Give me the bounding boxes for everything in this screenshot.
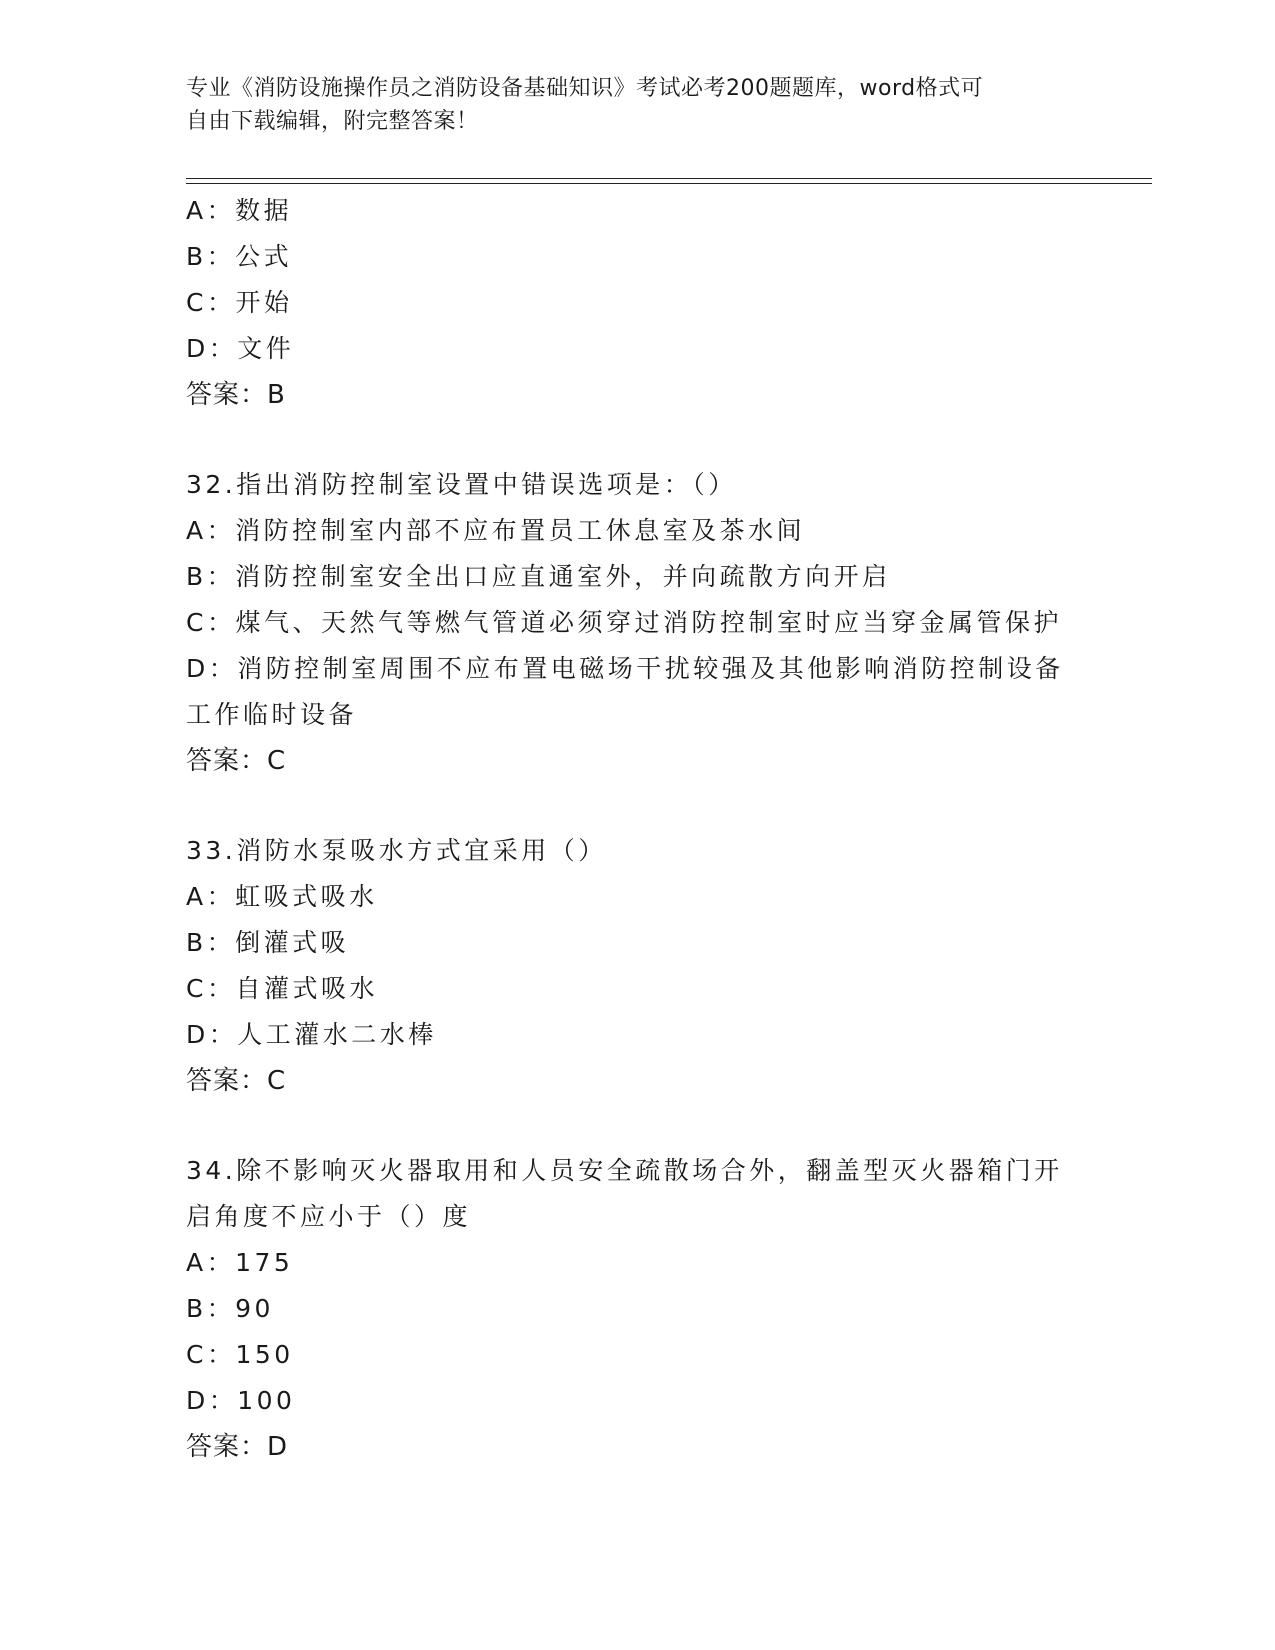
previous-question-block <box>186 188 1086 418</box>
question-34 <box>186 1148 1086 1470</box>
answer: 答案：C <box>186 1066 287 1096</box>
answer: 答案：D <box>186 1432 289 1462</box>
header-divider-top <box>186 178 1152 179</box>
option-a: A：消防控制室内部不应布置员工休息室及茶水间 <box>186 516 806 545</box>
option-b: B：90 <box>186 1294 274 1323</box>
question-stem: 32.指出消防控制室设置中错误选项是：（） <box>186 470 737 499</box>
spacer <box>186 784 1086 828</box>
option-c: C：开始 <box>186 288 293 317</box>
option-b: B：倒灌式吸 <box>186 928 350 957</box>
option-b: B：公式 <box>186 242 293 271</box>
question-32 <box>186 462 1086 784</box>
option-a: A：数据 <box>186 196 293 225</box>
question-stem: 33.消防水泵吸水方式宜采用（） <box>186 836 607 865</box>
option-c: C：自灌式吸水 <box>186 974 378 1003</box>
header-divider-bottom <box>186 183 1152 184</box>
option-c: C：煤气、天然气等燃气管道必须穿过消防控制室时应当穿金属管保护 <box>186 608 1062 637</box>
question-stem-continued: 启角度不应小于（）度 <box>186 1202 472 1231</box>
option-b: B：消防控制室安全出口应直通室外，并向疏散方向开启 <box>186 562 891 591</box>
header-title-line-1: 专业《消防设施操作员之消防设备基础知识》考试必考200题题库，word格式可 <box>186 76 984 101</box>
answer: 答案：B <box>186 380 286 410</box>
option-d: D：消防控制室周围不应布置电磁场干扰较强及其他影响消防控制设备 <box>186 654 1064 683</box>
question-stem: 34.除不影响灭火器取用和人员安全疏散场合外，翻盖型灭火器箱门开 <box>186 1156 1063 1185</box>
answer: 答案：C <box>186 746 287 776</box>
option-a: A：175 <box>186 1248 294 1277</box>
question-list <box>186 188 1086 1470</box>
option-d: D：100 <box>186 1386 296 1415</box>
question-33 <box>186 828 1086 1104</box>
header-title-line-2: 自由下载编辑，附完整答案！ <box>186 109 479 134</box>
document-header <box>186 72 1066 138</box>
option-d-continued: 工作临时设备 <box>186 700 358 729</box>
option-a: A：虹吸式吸水 <box>186 882 378 911</box>
option-c: C：150 <box>186 1340 294 1369</box>
option-d: D：人工灌水二水棒 <box>186 1020 437 1049</box>
spacer <box>186 418 1086 462</box>
option-d: D：文件 <box>186 334 295 363</box>
spacer <box>186 1104 1086 1148</box>
